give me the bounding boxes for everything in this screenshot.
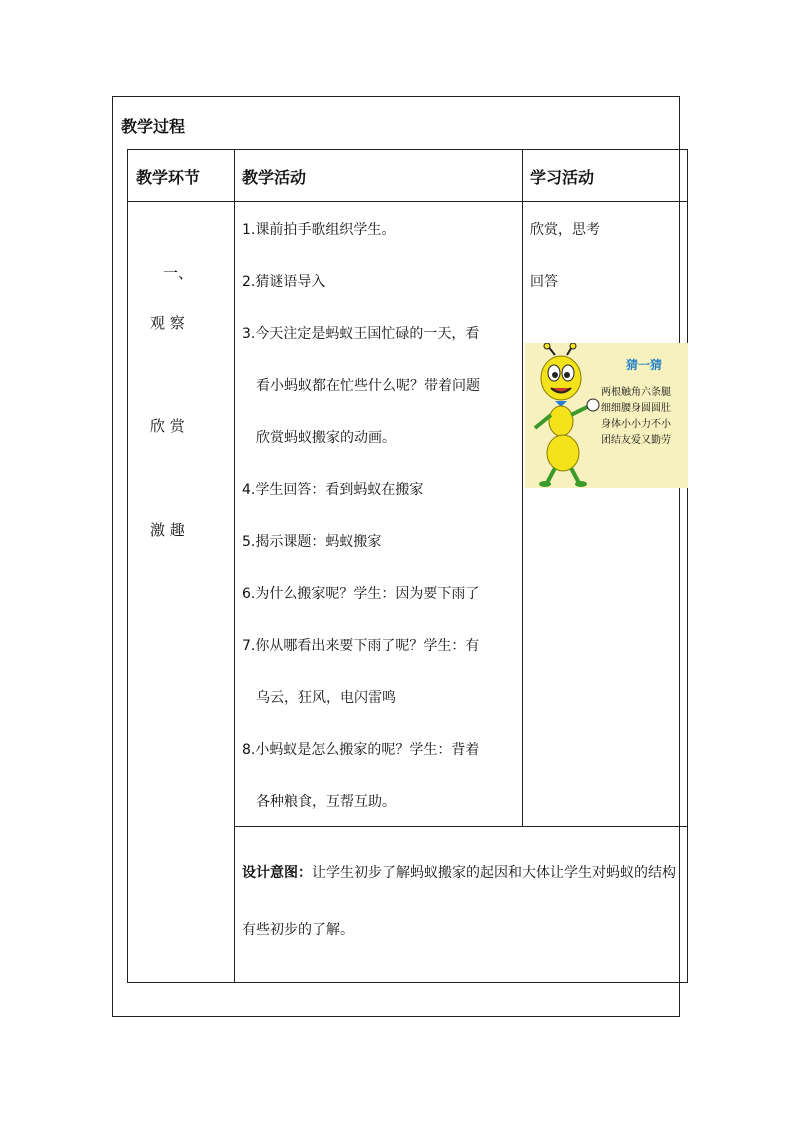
activity-line: 3.今天注定是蚂蚁王国忙碌的一天，看 [242,326,480,342]
activity-line: 6.为什么搬家呢？学生：因为要下雨了 [242,586,480,602]
riddle-line: 细细腰身圆圆肚 [601,403,671,414]
learning-line: 回答 [530,274,558,290]
stage-observe: 观 察 [150,314,185,332]
section-title: 教学过程 [121,117,186,136]
table-right-border [687,149,688,983]
activity-line: 看小蚂蚁都在忙些什么呢？带着问题 [256,378,480,394]
riddle-line: 团结友爱又勤劳 [601,435,671,446]
design-top-border [234,826,688,827]
riddle-line: 身体小小力不小 [601,419,671,430]
learning-line: 欣赏，思考 [530,222,600,238]
riddle-card-image [525,343,688,488]
activity-line: 欣赏蚂蚁搬家的动画。 [256,430,396,446]
activity-line: 4.学生回答：看到蚂蚁在搬家 [242,482,424,498]
table-left-border [127,149,128,983]
col-divider-2 [522,149,523,827]
col-divider-1 [234,149,235,983]
activity-line: 2.猜谜语导入 [242,274,326,290]
activity-line: 各种粮食，互帮互助。 [256,794,396,810]
header-stage: 教学环节 [136,168,201,187]
design-intent [242,845,682,959]
header-teaching: 教学活动 [242,168,307,187]
activity-line: 8.小蚂蚁是怎么搬家的呢？学生：背着 [242,742,480,758]
table-bottom-border [127,982,688,983]
activity-line: 7.你从哪看出来要下雨了呢？学生：有 [242,638,480,654]
header-learning: 学习活动 [530,168,595,187]
riddle-card-title: 猜一猜 [626,358,663,372]
table-top-border [127,149,688,150]
riddle-line: 两根触角六条腿 [601,387,671,398]
design-intent-text: 让学生初步了解蚂蚁搬家的起因和大体让学生对蚂蚁的结构有些初步的了解。 [242,865,676,938]
activity-line: 1.课前拍手歌组织学生。 [242,222,396,238]
header-bottom-border [127,201,688,202]
design-intent-label: 设计意图： [242,865,312,881]
activity-line: 乌云，狂风，电闪雷鸣 [256,690,396,706]
stage-appreciate: 欣 赏 [150,417,185,435]
stage-number: 一、 [163,264,194,282]
stage-interest: 激 趣 [150,521,185,539]
activity-line: 5.揭示课题：蚂蚁搬家 [242,534,382,550]
